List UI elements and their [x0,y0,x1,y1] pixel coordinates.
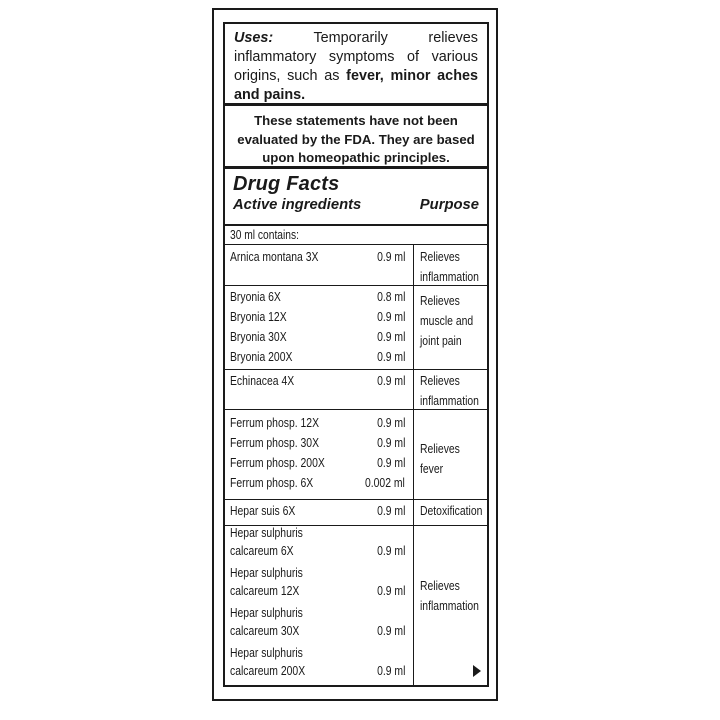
ingredient-amount: 0.9 ml [376,435,405,450]
ingredient-name: Echinacea 4X [230,373,295,388]
ingredient-amount: 0.9 ml [376,543,405,558]
ingredient-name: Bryonia 30X [230,329,287,344]
drug-facts-panel [223,167,489,687]
ingredient-name: Bryonia 12X [230,309,287,324]
ingredient-name: Hepar suis 6X [230,503,296,518]
group-divider [225,285,487,286]
group-divider [225,369,487,370]
ingredient-amount: 0.9 ml [376,415,405,430]
ingredient-name: Ferrum phosp. 12X [230,415,320,430]
ingredient-name-line2: calcareum 12X [230,583,300,598]
ingredient-name-line1: Hepar sulphuris [230,565,303,580]
purpose-text: Relieves muscle and joint pain [420,293,474,348]
ingredient-name: Arnica montana 3X [230,249,319,264]
ingredient-amount: 0.8 ml [376,289,405,304]
ingredient-name: Bryonia 200X [230,349,293,364]
ingredient-amount: 0.9 ml [376,663,405,678]
ingredient-name: Bryonia 6X [230,289,281,304]
ingredient-amount: 0.9 ml [376,455,405,470]
ingredient-amount: 0.9 ml [376,583,405,598]
uses-label: Uses: [234,30,274,46]
table-top-rule [225,244,487,245]
header-rule [225,224,487,226]
purpose-column-divider [413,244,414,685]
ingredient-amount: 0.9 ml [376,329,405,344]
ingredient-name-line2: calcareum 6X [230,543,294,558]
ingredient-name-line2: calcareum 30X [230,623,300,638]
uses-bold-text: fever, minor aches and pains. [234,68,478,103]
ingredient-amount: 0.9 ml [376,249,405,264]
ingredient-name: Ferrum phosp. 6X [230,475,314,490]
uses-text: Temporarily relieves inflammatory symptoms of various origins, such as [234,30,478,84]
ingredient-name-line1: Hepar sulphuris [230,605,303,620]
ingredient-amount: 0.002 ml [365,475,405,490]
ingredient-name: Ferrum phosp. 30X [230,435,320,450]
fda-statement: These statements have not been evaluated by the FDA. They are based upon homeopathic principles. [237,113,475,165]
ingredient-name-line1: Hepar sulphuris [230,525,303,540]
group-divider [225,409,487,410]
contains-line: 30 ml contains: [230,228,299,242]
ingredient-name-line2: calcareum 200X [230,663,306,678]
purpose-text: Relieves inflammation [420,578,479,613]
fda-disclaimer [223,104,489,168]
purpose-text: Detoxification [420,503,483,518]
ingredient-amount: 0.9 ml [376,623,405,638]
purpose-text: Relieves inflammation [420,249,479,284]
active-ingredients-heading: Active ingredients [233,197,362,213]
ingredient-amount: 0.9 ml [376,309,405,324]
ingredient-amount: 0.9 ml [376,349,405,364]
triangle-right-icon [473,665,481,677]
ingredient-amount: 0.9 ml [376,503,405,518]
drug-facts-header [233,173,479,215]
group-divider [225,499,487,500]
purpose-text: Relieves fever [420,441,460,476]
drug-facts-title: Drug Facts [233,173,340,195]
ingredient-name: Ferrum phosp. 200X [230,455,325,470]
purpose-heading: Purpose [419,197,479,213]
ingredient-name-line1: Hepar sulphuris [230,645,303,660]
ingredient-amount: 0.9 ml [376,373,405,388]
purpose-text: Relieves inflammation [420,373,479,408]
uses-section [223,22,489,105]
